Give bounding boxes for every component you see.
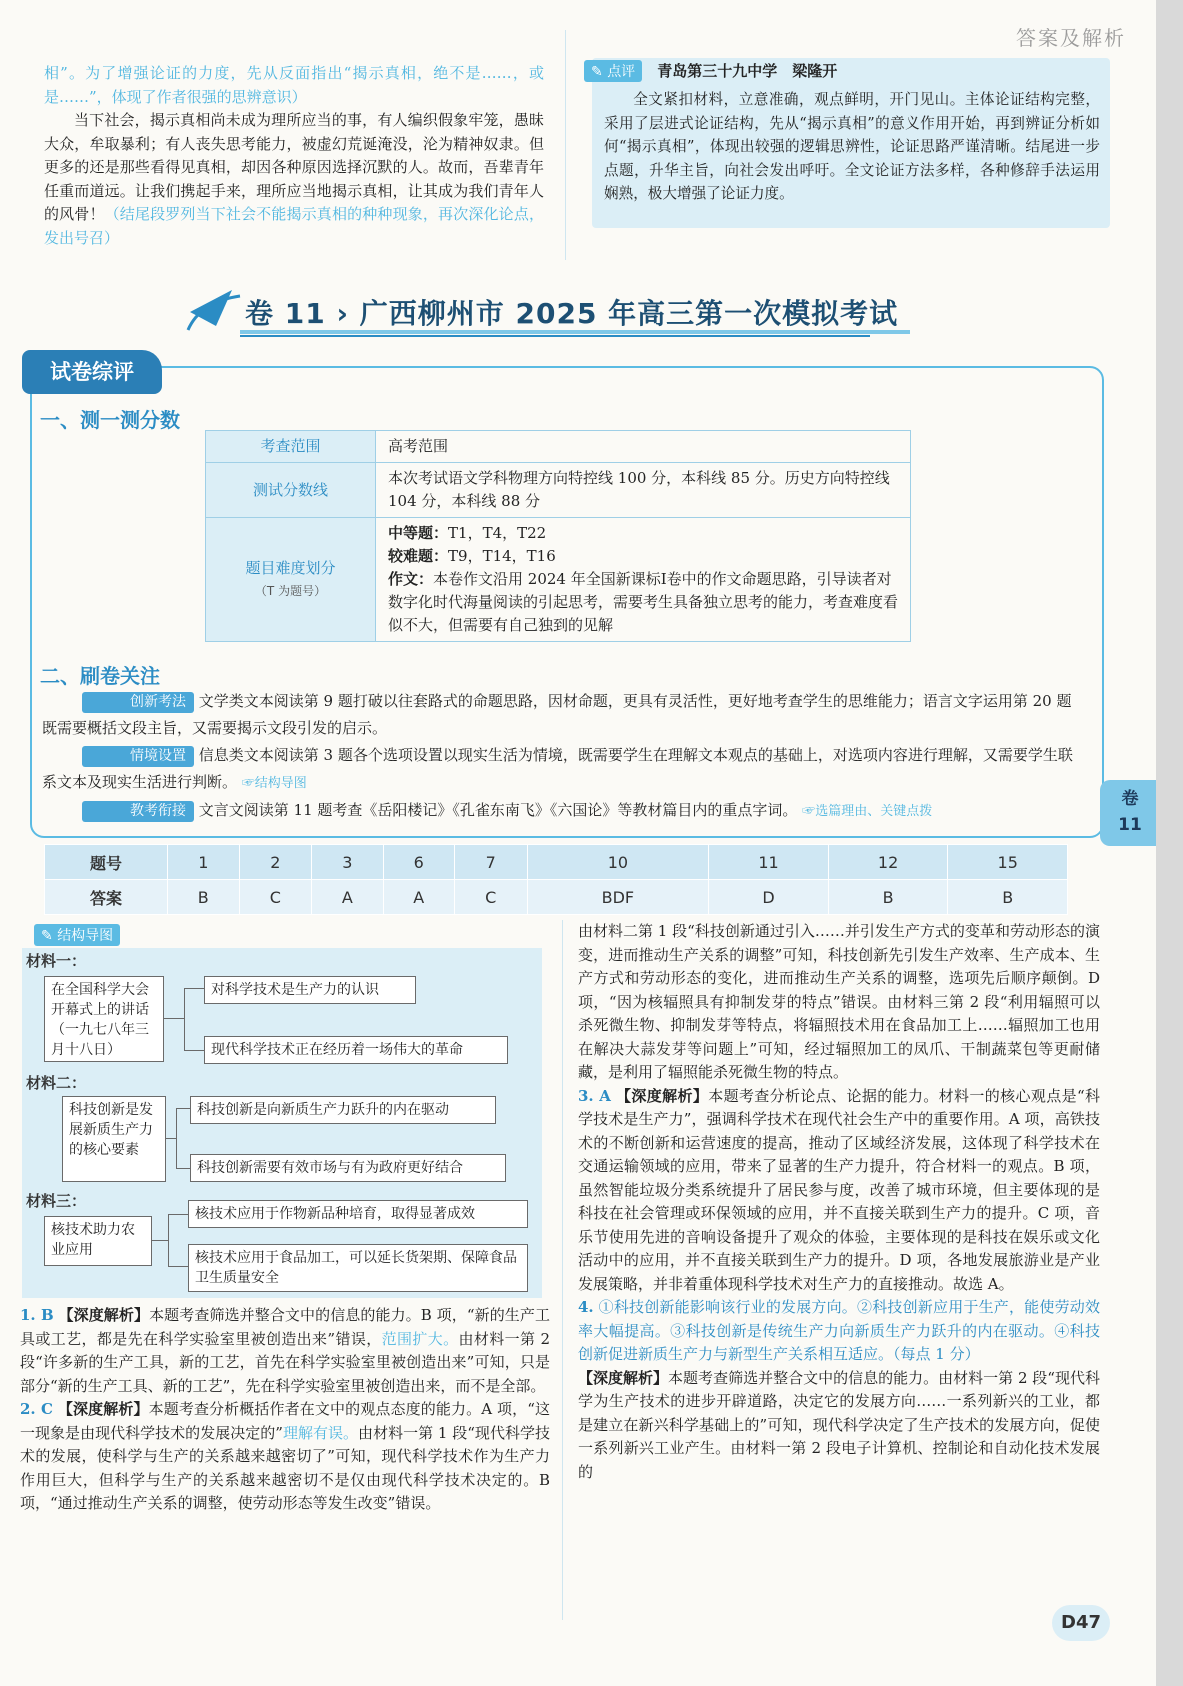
comment-tag-label: 点评	[607, 64, 636, 80]
question-number: 3	[312, 845, 383, 880]
essay-note-2: （结尾段罗列当下社会不能揭示真相的种种现象，再次深化论点，发出号召）	[44, 205, 544, 247]
comment-box	[592, 58, 1110, 228]
answer-q4	[578, 1296, 1100, 1367]
answer-value: B	[828, 880, 948, 915]
map-header	[34, 924, 120, 946]
map-tag-label: 结构导图	[57, 928, 114, 944]
page-number: D47	[1052, 1605, 1110, 1641]
column-divider	[565, 30, 566, 260]
focus-pill: 创新考法	[82, 692, 194, 713]
answer-head-label: 题号	[45, 845, 168, 880]
question-number: 15	[948, 845, 1068, 880]
essay-note-1: 相”。为了增强论证的力度，先从反面指出“揭示真相，绝不是……，或是……”，体现了作者很强的思辨意识）	[44, 64, 544, 106]
q1-label: 【深度解析】	[58, 1306, 150, 1324]
material-2-label: 材料二：	[26, 1074, 87, 1092]
difficulty-key	[206, 518, 376, 642]
review-tab: 试卷综评	[22, 350, 162, 394]
right-analysis	[578, 920, 1100, 1484]
mid-items: T1，T4，T22	[448, 524, 547, 542]
analysis-q2-continued: 由材料二第 1 段“科技创新通过引入……并引发生产方式的变革和劳动形态的演变，进而推动生产关系的调整”可知，科技创新先引发生产效率、生产成本、生产方式和劳动形态的变化，进而推动生产关系的调整，选项先后顺序颠倒。D 项，“因为核辐照具有抑制发芽的特点”错误。由材料三第 2 段“利用辐照可以杀死微生物、抑制发芽等特点，将辐照技术用在食品加工上……辐照加工也用在解决大蒜发芽等问题上”可知，经过辐照加工的凤爪、干制蔬菜包等更耐储藏，是利用了辐照能杀死微生物的特点。	[578, 922, 1100, 1081]
material-1-label: 材料一：	[26, 952, 87, 970]
q2-note: 理解有误。	[282, 1423, 359, 1442]
material-2-point-b: 科技创新需要有效市场与有为政府更好结合	[190, 1154, 506, 1182]
essay-label: 作文：	[388, 570, 434, 588]
difficulty-title: 题目难度划分	[245, 558, 336, 577]
q2-text: 本题考查分析概括作者在文中的观点态度的能力。A 项，“这一现象是由现代科学技术的发展决定的”	[20, 1400, 550, 1442]
q1-text: 本题考查筛选并整合文中的信息的能力。B 项，“新的生产工具或工艺，都是先在科学实验室里被创造出来”错误，	[20, 1306, 550, 1348]
table-row	[206, 518, 911, 642]
answer-table	[44, 844, 1068, 915]
focus-pill: 教考衔接	[82, 801, 194, 822]
section-score: 一、测一测分数	[40, 408, 180, 432]
q1-text2: 由材料一第 2 段“许多新的生产工具，新的工艺，首先在科学实验室里被创造出来”可知，只是部分“新的生产工具、新的工艺”，先在科学实验室里被创造出来，而不是全部。	[20, 1329, 550, 1395]
side-tab	[1100, 780, 1156, 846]
info-key: 考查范围	[206, 431, 376, 463]
comment-tag: ✎ 点评	[584, 60, 642, 82]
q2-number: 2. C	[20, 1400, 53, 1418]
material-3-root: 核技术助力农业应用	[44, 1216, 152, 1266]
focus-text: 信息类文本阅读第 3 题各个选项设置以现实生活为情境，既需要学生在理解文本观点的基础上，对选项内容进行理解，又需要学生联系文本及现实生活进行判断。	[42, 746, 1073, 791]
comment-author: 青岛第三十九中学 梁隆开	[657, 62, 838, 80]
answer-head-row	[45, 845, 1068, 880]
q2-text2: 由材料一第 1 段“现代科学技术的发展，使科学与生产的关系越来越密切了”可知，现代科学技术作为生产力作用巨大，但科学与生产的关系越来越密切不是仅由现代科学技术决定的。B 项，“通过推动生产关系的调整，使劳动形态等发生改变”错误。	[20, 1423, 550, 1512]
focus-item	[42, 797, 1082, 825]
table-row	[206, 463, 911, 518]
answer-value: B	[168, 880, 240, 915]
map-tag: ✎ 结构导图	[34, 924, 120, 946]
q4-text: 本题考查筛选并整合文中的信息的能力。由材料一第 2 段“现代科学为生产技术的进步开辟道路，决定它的发展方向……一系列新兴的工业，都是建立在新兴科学基础上的”可知，现代科学决定了生产技术的发展方向，促使一系列新兴工业产生。由材料一第 2 段电子计算机、控制论和自动化技术发展的	[578, 1368, 1100, 1481]
focus-list	[42, 688, 1082, 825]
focus-text: 文学类文本阅读第 9 题打破以往套路式的命题思路，因材命题，更具有灵活性，更好地考查学生的思维能力；语言文字运用第 20 题既需要概括文段主旨，又需要揭示文段引发的启示。	[42, 692, 1072, 737]
q4-label: 【深度解析】	[578, 1368, 669, 1387]
focus-item	[42, 742, 1082, 797]
left-analysis	[20, 1304, 550, 1516]
material-3-point-b: 核技术应用于食品加工，可以延长货架期、保障食品卫生质量安全	[188, 1244, 528, 1292]
q3-number: 3. A	[578, 1086, 611, 1105]
answer-value: D	[709, 880, 829, 915]
section-focus: 二、刷卷关注	[40, 664, 160, 688]
focus-pill: 情境设置	[82, 746, 194, 767]
answer-value: C	[454, 880, 527, 915]
q1-note: 范围扩大。	[381, 1329, 459, 1348]
answer-value: A	[312, 880, 383, 915]
analysis-q3	[578, 1085, 1100, 1297]
material-2-root: 科技创新是发展新质生产力的核心要素	[62, 1096, 166, 1182]
answer-value: A	[383, 880, 454, 915]
focus-note: ☞选篇理由、关键点拨	[802, 804, 933, 819]
info-value: 本次考试语文学科物理方向特控线 100 分，本科线 85 分。历史方向特控线 104 分，本科线 88 分	[376, 463, 911, 518]
question-number: 1	[168, 845, 240, 880]
difficulty-value	[376, 518, 911, 642]
comment-header	[584, 60, 837, 82]
essay-conclusion	[44, 109, 544, 250]
exam-title: 卷 11 › 广西柳州市 2025 年高三第一次模拟考试	[245, 297, 899, 330]
question-number: 2	[239, 845, 312, 880]
info-table	[205, 430, 911, 642]
hard-items: T9，T14，T16	[448, 547, 556, 565]
focus-note: ☞结构导图	[241, 776, 307, 791]
material-1-root: 在全国科学大会开幕式上的讲话（一九七八年三月十八日）	[44, 976, 164, 1062]
structure-map	[22, 948, 542, 1298]
q3-text: 本题考查分析论点、论据的能力。材料一的核心观点是“科学技术是生产力”，强调科学技术在现代社会生产中的重要作用。A 项，高铁技术的不断创新和运营速度的提高，推动了区域经济发展，这体现了科学技术在交通运输领域的应用，带来了显著的生产力提升，符合材料一的观点。B 项，虽然智能垃圾分类系统提升了居民参与度，改善了城市环境，但主要体现的是科技在社会管理或环保领域的应用，并不直接关联到生产力的提升。C 项，音乐节使用先进的音响设备提升了观众的体验，主要体现的是科技在娱乐或文化活动中的应用，并不直接关联到生产力的提升。D 项，各地发展旅游业是产业发展策略，并非着重体现科学技术对生产力的直接推动。故选 A。	[578, 1086, 1100, 1293]
q4-number: 4.	[578, 1298, 594, 1316]
side-tab-label: 卷	[1121, 789, 1139, 809]
answer-value: BDF	[527, 880, 709, 915]
focus-text: 文言文阅读第 11 题考查《岳阳楼记》《孔雀东南飞》《六国论》等教材篇目内的重点字词。	[198, 801, 798, 819]
answer-row	[45, 880, 1068, 915]
essay-text: 本卷作文沿用 2024 年全国新课标Ⅰ卷中的作文命题思路，引导读者对数字化时代海量阅读的引起思考，需要考生具备独立思考的能力，考查难度看似不大，但需要有自己独到的见解	[388, 570, 899, 634]
material-2-point-a: 科技创新是向新质生产力跃升的内在驱动	[190, 1096, 496, 1124]
side-tab-number: 11	[1118, 815, 1142, 835]
material-1-point-a: 对科学技术是生产力的认识	[204, 976, 416, 1004]
answer-value: C	[239, 880, 312, 915]
analysis-q2	[20, 1398, 550, 1516]
essay-continuation	[44, 62, 544, 250]
focus-item	[42, 688, 1082, 742]
hard-label: 较难题：	[388, 547, 449, 565]
material-3-point-a: 核技术应用于作物新品种培育，取得显著成效	[188, 1200, 528, 1228]
question-number: 6	[383, 845, 454, 880]
question-number: 12	[828, 845, 948, 880]
difficulty-sub: （T 为题号）	[254, 583, 327, 598]
mid-label: 中等题：	[388, 524, 449, 542]
q2-label: 【深度解析】	[57, 1400, 149, 1418]
question-number: 11	[709, 845, 829, 880]
material-1-point-b: 现代科学技术正在经历着一场伟大的革命	[204, 1036, 508, 1064]
essay-conclusion-text: 当下社会，揭示真相尚未成为理所应当的事，有人编织假象牢笼，愚昧大众，牟取暴利；有人丧失思考能力，被虚幻荒诞淹没，沦为精神奴隶。但更多的还是那些看得见真相，却因各种原因选择沉默的人。故而，吾辈青年任重而道远。让我们携起手来，理所应当地揭示真相，让其成为我们青年人的风骨！	[44, 111, 544, 223]
analysis-q1	[20, 1304, 550, 1398]
q3-label: 【深度解析】	[616, 1086, 709, 1105]
info-value: 高考范围	[376, 431, 911, 463]
material-3-label: 材料三：	[26, 1192, 87, 1210]
q1-number: 1. B	[20, 1306, 54, 1324]
header-section-title: 答案及解析	[1016, 26, 1126, 50]
question-number: 7	[454, 845, 527, 880]
answer-row-label: 答案	[45, 880, 168, 915]
question-number: 10	[527, 845, 709, 880]
answer-value: B	[948, 880, 1068, 915]
paper-plane-icon	[190, 290, 232, 326]
analysis-q4	[578, 1367, 1100, 1485]
comment-text: 全文紧扣材料，立意准确，观点鲜明，开门见山。主体论证结构完整，采用了层进式论证结构，先从“揭示真相”的意义作用开始，再到辨证分析如何“揭示真相”，体现出较强的逻辑思辨性，论证思路严谨清晰。结尾进一步点题，升华主旨，向社会发出呼吁。全文论证方法多样，各种修辞手法运用娴熟，极大增强了论证力度。	[604, 91, 1100, 202]
table-row	[206, 431, 911, 463]
q4-answer: ①科技创新能影响该行业的发展方向。②科技创新应用于生产，能使劳动效率大幅提高。③科技创新是传统生产力向新质生产力跃升的内在驱动。④科技创新促进新质生产力与新型生产关系相互适应。（每点 1 分）	[578, 1298, 1100, 1363]
column-divider-lower	[562, 920, 563, 1620]
info-key: 测试分数线	[206, 463, 376, 518]
